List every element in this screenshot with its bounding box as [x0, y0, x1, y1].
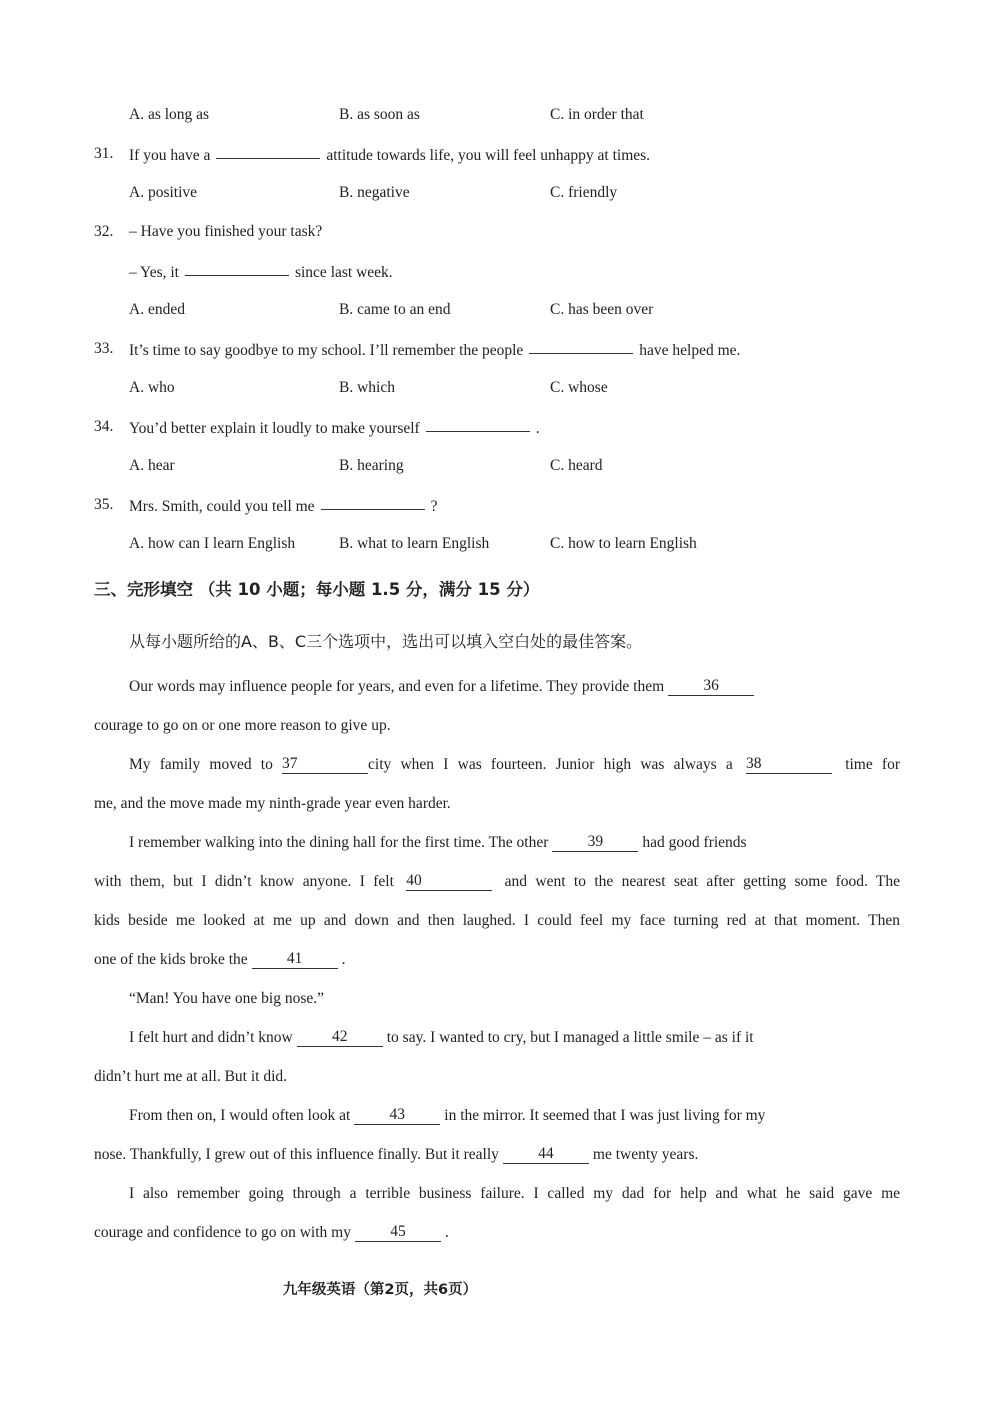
question-number: 32. [94, 223, 114, 240]
blank-39: 39 [552, 833, 638, 852]
answer-blank [216, 141, 320, 159]
option-b: B. came to an end [339, 301, 451, 318]
passage-line: one of the kids broke the 41 . [94, 950, 346, 968]
option-a: A. positive [129, 184, 198, 201]
answer-blank [321, 492, 425, 510]
passage-line: I felt hurt and didn’t know 42 to say. I wanted to cry, but I managed a little smile – as if it [129, 1028, 754, 1046]
answer-blank [426, 414, 530, 432]
option-b: B. which [339, 379, 395, 396]
passage-line: Our words may influence people for years, and even for a lifetime. They provide them 36 [129, 675, 758, 699]
question-32-reply: – Yes, it since last week. [129, 259, 393, 283]
blank-36: 36 [668, 677, 754, 696]
section-heading: 三、完形填空 （共 10 小题；每小题 1.5 分，满分 15 分） [94, 580, 540, 599]
question-text: It’s time to say goodbye to my school. I’ll remember the people have helped me. [129, 337, 740, 363]
question-33 [0, 337, 992, 361]
passage-line: nose. Thankfully, I grew out of this influence finally. But it really 44 me twenty years. [94, 1145, 699, 1163]
question-text: – Have you finished your task? [129, 223, 323, 240]
passage-line: I also remember going through a terrible business failure. I called my dad for help and what he said gave me [129, 1185, 900, 1202]
passage-line: “Man! You have one big nose.” [129, 990, 325, 1007]
option-c: C. friendly [550, 184, 618, 201]
question-number: 31. [94, 145, 114, 162]
blank-44: 44 [503, 1145, 589, 1164]
question-number: 34. [94, 418, 114, 435]
option-c: C. heard [550, 457, 603, 474]
option-a: A. who [129, 379, 175, 396]
question-34 [0, 415, 992, 439]
option-b: B. negative [339, 184, 410, 201]
passage-line: I remember walking into the dining hall for the first time. The other 39 had good friends [129, 833, 747, 851]
option-a: A. as long as [129, 106, 210, 123]
question-number: 33. [94, 340, 114, 357]
passage-line: kids beside me looked at me up and down and then laughed. I could feel my face turning red at that moment. Then [94, 912, 900, 929]
option-b: B. as soon as [339, 106, 420, 123]
question-32 [0, 220, 992, 244]
option-c: C. whose [550, 379, 608, 396]
blank-45: 45 [355, 1223, 441, 1242]
question-text: You’d better explain it loudly to make yourself . [129, 415, 540, 441]
page-footer: 九年级英语（第2页，共6页） [282, 1282, 478, 1298]
option-c: C. in order that [550, 106, 644, 123]
question-31 [0, 142, 992, 166]
blank-43: 43 [354, 1106, 440, 1125]
passage-line: From then on, I would often look at 43 in the mirror. It seemed that I was just living for my [129, 1106, 766, 1124]
section-instruction: 从每小题所给的A、B、C三个选项中，选出可以填入空白处的最佳答案。 [129, 632, 643, 651]
question-number: 35. [94, 496, 114, 513]
passage-line: courage and confidence to go on with my 45 . [94, 1223, 449, 1241]
option-a: A. how can I learn English [129, 535, 296, 552]
passage-line: with them, but I didn’t know anyone. I felt 40 and went to the nearest seat after getting some food. The [94, 872, 901, 890]
option-a: A. hear [129, 457, 175, 474]
question-35 [0, 493, 992, 517]
option-c: C. has been over [550, 301, 654, 318]
passage-line: courage to go on or one more reason to give up. [94, 717, 391, 734]
answer-blank [185, 258, 289, 276]
blank-42: 42 [297, 1028, 383, 1047]
option-b: B. hearing [339, 457, 404, 474]
blank-38: 38 [746, 755, 832, 774]
option-a: A. ended [129, 301, 185, 318]
blank-40: 40 [406, 872, 492, 891]
question-text: If you have a attitude towards life, you will feel unhappy at times. [129, 142, 650, 168]
passage-line: My family moved to 37 city when I was fourteen. Junior high was always a 38 time for [129, 755, 901, 773]
blank-37: 37 [282, 755, 368, 774]
blank-41: 41 [252, 950, 338, 969]
passage-line: didn’t hurt me at all. But it did. [94, 1068, 288, 1085]
passage-line: me, and the move made my ninth-grade year even harder. [94, 795, 451, 812]
question-text: Mrs. Smith, could you tell me ? [129, 493, 437, 519]
answer-blank [529, 336, 633, 354]
option-c: C. how to learn English [550, 535, 697, 552]
option-b: B. what to learn English [339, 535, 490, 552]
